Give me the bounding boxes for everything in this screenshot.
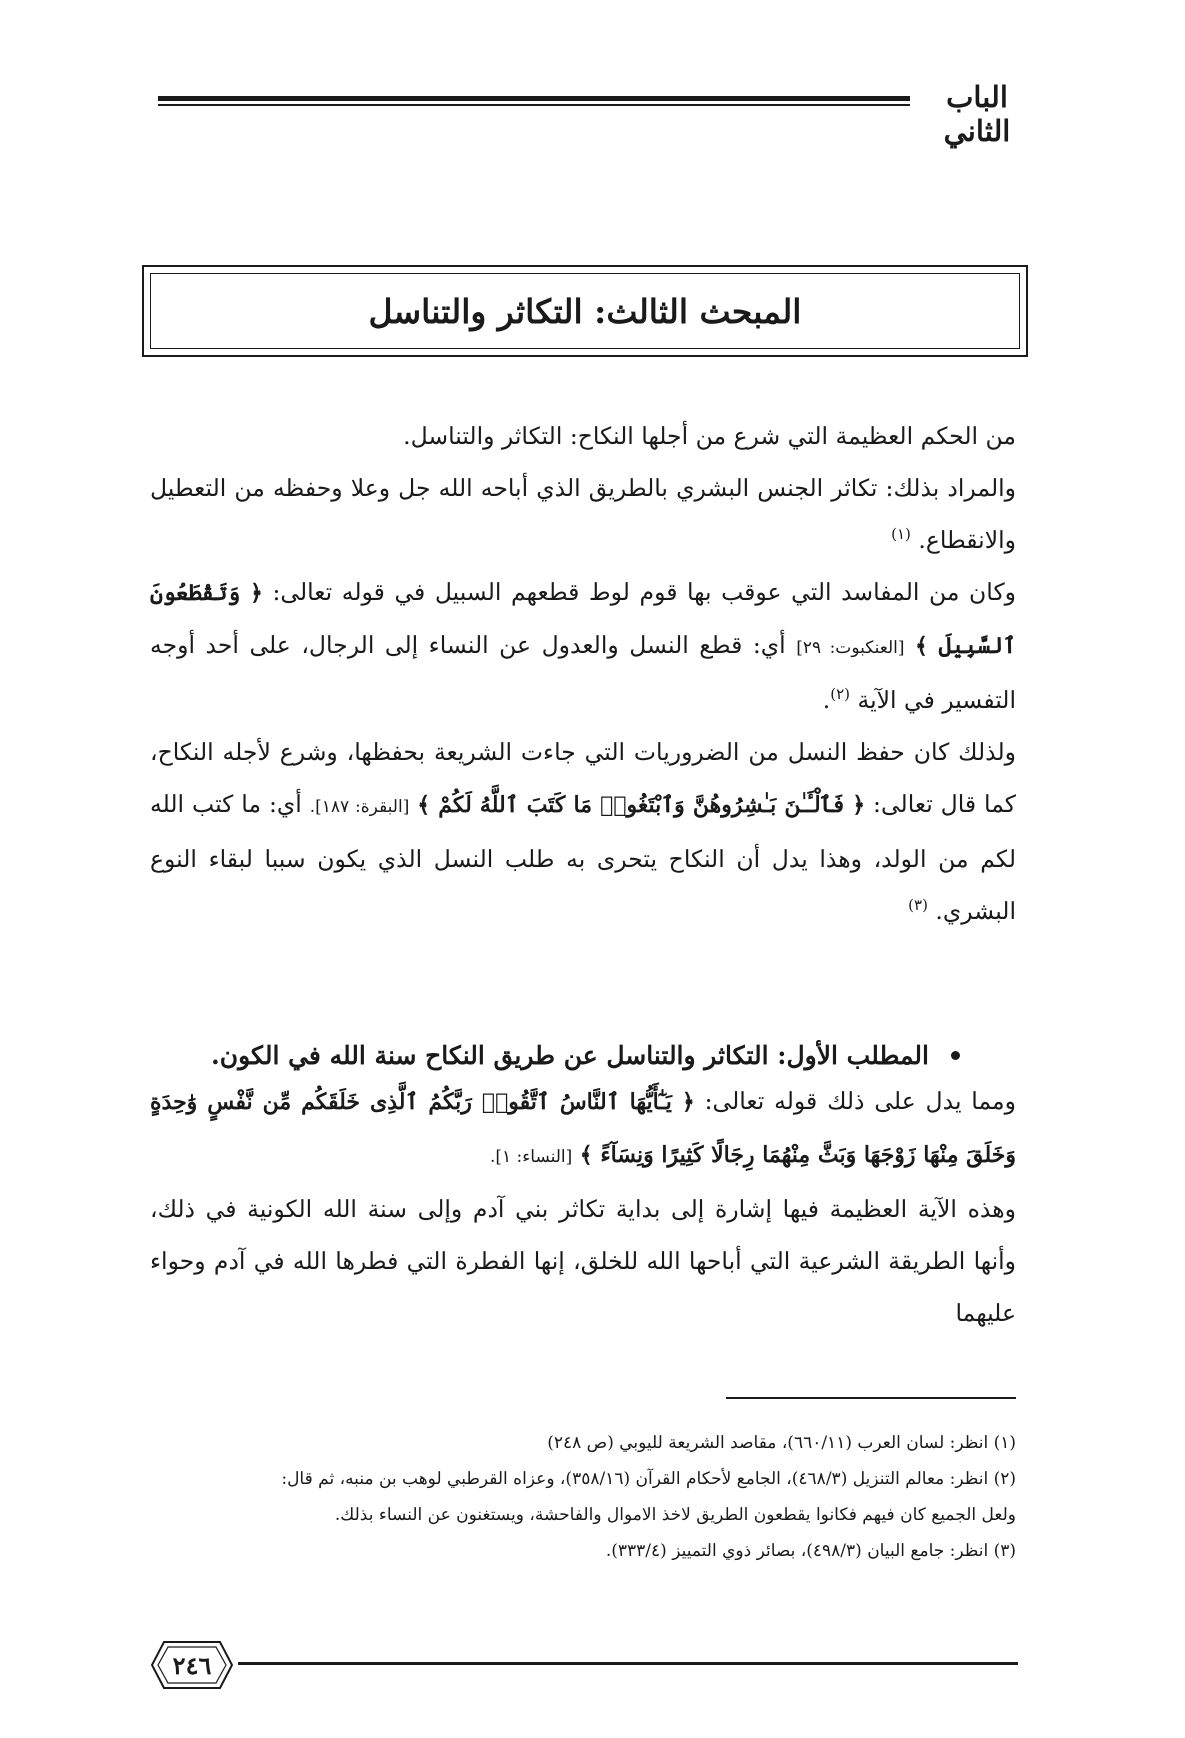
paragraph-6: وهذه الآية العظيمة فيها إشارة إلى بداية تكاثر بني آدم وإلى سنة الله الكونية في ذلك، وأنها الطريقة الشرعية التي أباحها الله للخلق، إنها الفطرة التي فطرها الله في آدم وحواء عليهما (150, 1195, 1016, 1327)
verse-reference: [النساء: ١]. (489, 1147, 573, 1167)
footer-rule (238, 1662, 1018, 1665)
footnote-2-continued: ولعل الجميع كان فيهم فكانوا يقطعون الطريق لاخذ الاموال والفاحشة، ويستغنون عن النساء بذلك. (334, 1505, 1016, 1525)
verse-reference: [البقرة: ١٨٧]. (309, 797, 410, 817)
quran-verse: ﴿ يَـٰٓأَيُّهَا ٱلنَّاسُ ٱتَّقُوا۟ رَبَّكُمُ ٱلَّذِى خَلَقَكُم مِّن نَّفْسٍ وَٰحِدَةٍ وَخَلَقَ مِنْهَا زَوْجَهَا وَبَثَّ مِنْهُمَا رِجَالًا كَثِيرًا وَنِسَآءً ﴾ (150, 1089, 1016, 1168)
footnote-1: (١) انظر: لسان العرب (٦٦٠/١١)، مقاصد الشريعة لليوبي (ص ٢٤٨) (547, 1433, 1016, 1453)
page-number-ornament (150, 1638, 234, 1692)
paragraph-1: من الحكم العظيمة التي شرع من أجلها النكاح: التكاثر والتناسل. (403, 422, 1016, 450)
paragraph-3: وكان من المفاسد التي عوقب بها قوم لوط قطعهم السبيل في قوله تعالى: ﴿ وَتَقْطَعُونَ ٱلسَّبِيلَ ﴾ [العنكبوت: ٢٩] أي: قطع النسل والعدول عن النساء إلى الرجال، على أحد أوجه التفسير في الآية $^{(٢)}$. (150, 578, 1016, 714)
paragraph-4: ولذلك كان حفظ النسل من الضروريات التي جاءت الشريعة بحفظها، وشرع لأجله النكاح، كما قال تعالى: ﴿ فَٱلْـَٔـٰنَ بَـٰشِرُوهُنَّ وَٱبْتَغُوا۟ مَا كَتَبَ ٱللَّهُ لَكُمْ ﴾ [البقرة: ١٨٧]. أي: ما كتب الله لكم من الولد، وهذا يدل أن النكاح يتحرى به طلب النسل الذي يكون سببا لبقاء النوع البشري. $^{(٣)}$ (150, 738, 1016, 925)
paragraph-2: والمراد بذلك: تكاثر الجنس البشري بالطريق الذي أباحه الله جل وعلا وحفظه من التعطيل والانقطاع. $^{(١)}$ (150, 474, 1016, 554)
bullet-icon (951, 1051, 960, 1060)
page-number: ٢٤٦ (172, 1650, 212, 1680)
body-text-2 (150, 1075, 1016, 1339)
running-header: الباب الثاني (943, 80, 1011, 148)
footnotes (150, 1425, 1016, 1569)
body-text (150, 410, 1016, 937)
header-rule (158, 96, 910, 106)
section-title-box (142, 265, 1028, 357)
footnote-2: (٢) انظر: معالم التنزيل (٤٦٨/٣)، الجامع لأحكام القرآن (٣٥٨/١٦)، وعزاه القرطبي لوهب بن منبه، ثم قال: (281, 1469, 1016, 1489)
footnote-3: (٣) انظر: جامع البيان (٤٩٨/٣)، بصائر ذوي التمييز (٣٣٣/٤). (605, 1541, 1016, 1561)
verse-reference: [العنكبوت: ٢٩] (796, 638, 905, 658)
quran-verse: ﴿ فَٱلْـَٔـٰنَ بَـٰشِرُوهُنَّ وَٱبْتَغُوا۟ مَا كَتَبَ ٱللَّهُ لَكُمْ ﴾ (417, 792, 866, 818)
paragraph-5: ومما يدل على ذلك قوله تعالى: ﴿ يَـٰٓأَيُّهَا ٱلنَّاسُ ٱتَّقُوا۟ رَبَّكُمُ ٱلَّذِى خَلَقَكُم مِّن نَّفْسٍ وَٰحِدَةٍ وَخَلَقَ مِنْهَا زَوْجَهَا وَبَثَّ مِنْهُمَا رِجَالًا كَثِيرًا وَنِسَآءً ﴾ [النساء: ١]. (150, 1087, 1016, 1168)
subsection-heading: المطلب الأول: التكاثر والتناسل عن طريق النكاح سنة الله في الكون. (160, 1030, 1000, 1080)
footnote-ref-1[interactable]: (١) (891, 525, 911, 544)
footnote-divider (726, 1397, 1016, 1399)
footnote-ref-2[interactable]: (٢) (830, 685, 850, 704)
footnote-ref-3[interactable]: (٣) (908, 896, 928, 915)
quran-verse: ﴿ وَتَقْطَعُونَ ٱلسَّبِيلَ ﴾ (150, 580, 1016, 659)
section-title: المبحث الثالث: التكاثر والتناسل (150, 273, 1020, 349)
